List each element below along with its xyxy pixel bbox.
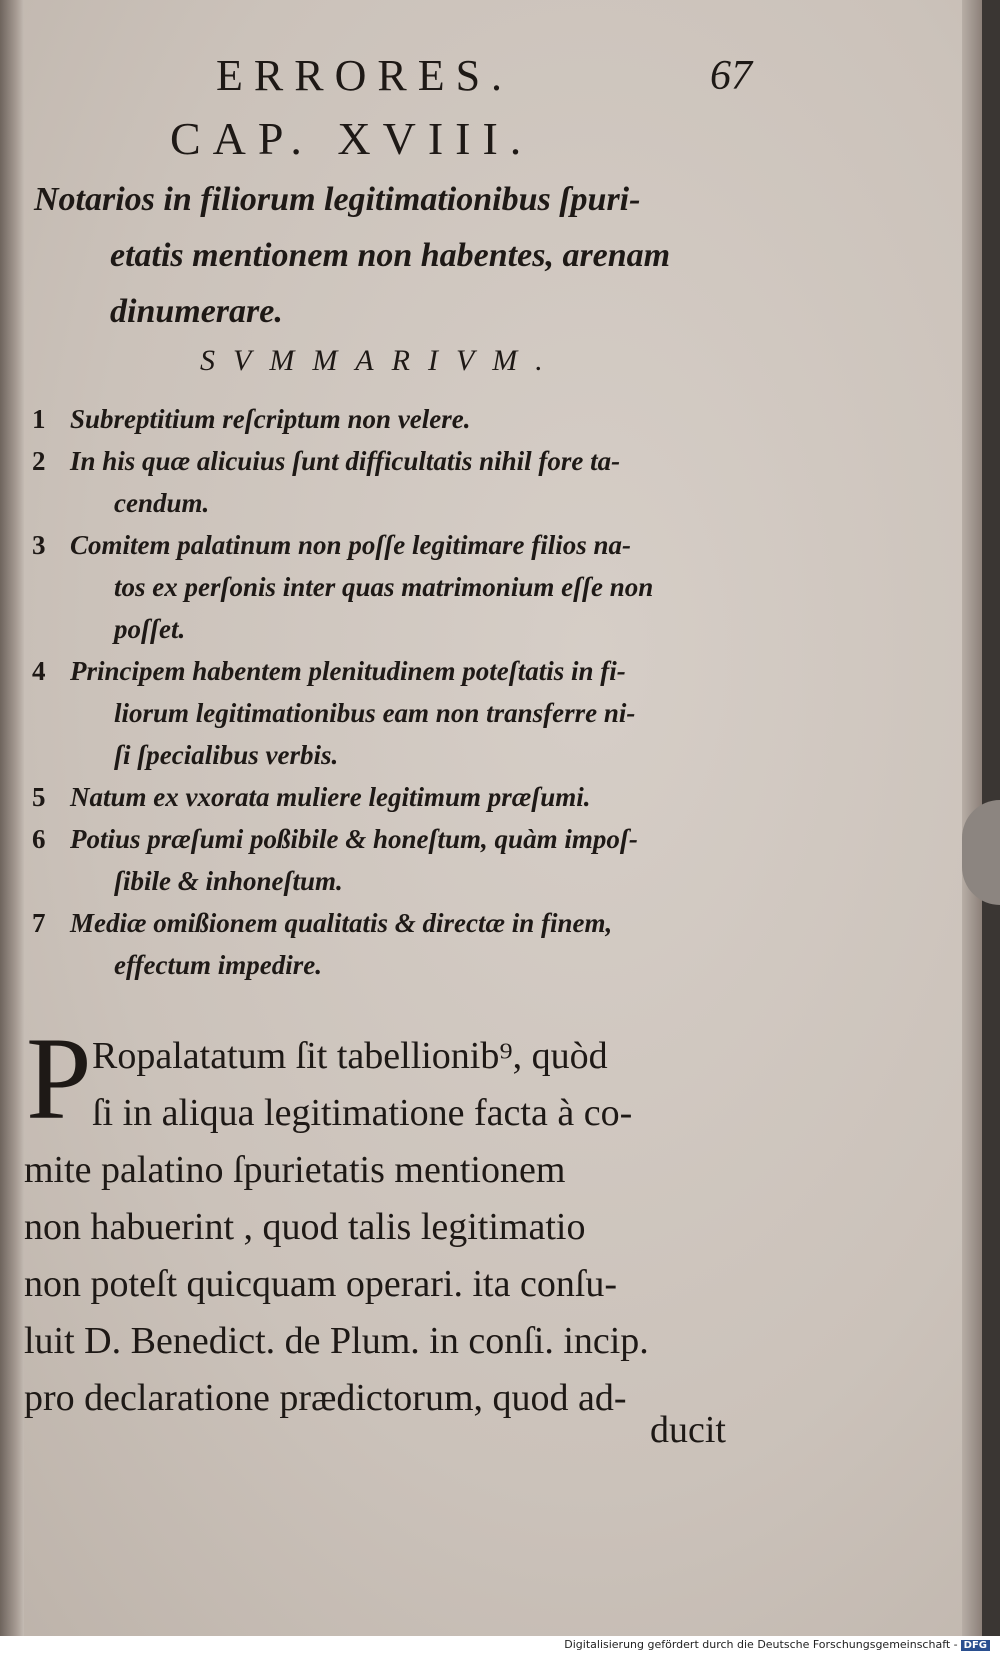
summary-item-line: Potius præſumi poßibile & honeſtum, quàm impoſ-: [70, 824, 638, 854]
summarium-heading: SVMMARIVM.: [200, 344, 561, 377]
summary-item: [28, 398, 768, 440]
running-head: ERRORES.: [216, 51, 514, 100]
catchword: ducit: [650, 1409, 726, 1451]
summary-item-number: 1: [32, 404, 46, 434]
summary-item-number: 2: [32, 446, 46, 476]
summary-item-number: 7: [32, 908, 46, 938]
summary-item-line: liorum legitimationibus eam non transferre ni-: [114, 698, 636, 728]
summary-item: [28, 440, 768, 524]
summary-item-number: 6: [32, 824, 46, 854]
chapter-title: [34, 172, 754, 340]
summary-item-line: poſſet.: [114, 614, 186, 644]
summary-item-line: In his quæ alicuius ſunt difficultatis nihil fore ta-: [70, 446, 621, 476]
summary-item-line: Mediæ omißionem qualitatis & directæ in finem,: [70, 908, 613, 938]
summary-list: [28, 398, 768, 986]
summary-item: [28, 818, 768, 902]
drop-cap: P: [26, 1013, 92, 1144]
body-line: Ropalatatum ſit tabellionib⁹, quòd: [92, 1035, 608, 1077]
dfg-logo-icon: DFG: [961, 1640, 990, 1651]
summary-item: [28, 650, 768, 776]
summary-item-line: Subreptitium reſcriptum non velere.: [70, 404, 471, 434]
body-line: pro declaratione prædictorum, quod ad-: [24, 1377, 627, 1419]
body-paragraph: [24, 1028, 748, 1427]
summary-item-line: Comitem palatinum non poſſe legitimare filios na-: [70, 530, 632, 560]
summary-item-number: 4: [32, 656, 46, 686]
footer-bar: [0, 1636, 1000, 1656]
body-line: mite palatino ſpurietatis mentionem: [24, 1149, 566, 1191]
page-number: 67: [710, 53, 752, 99]
title-line: Notarios in filiorum legitimationibus ſpuri-: [34, 181, 641, 218]
book-spine-shadow: [0, 0, 24, 1636]
summary-item-number: 5: [32, 782, 46, 812]
summary-item-number: 3: [32, 530, 46, 560]
credit-text: Digitalisierung gefördert durch die Deutsche Forschungsgemeinschaft -: [564, 1638, 958, 1651]
body-line: non habuerint , quod talis legitimatio: [24, 1206, 586, 1248]
summary-item-line: tos ex perſonis inter quas matrimonium eſſe non: [114, 572, 654, 602]
title-line: dinumerare.: [110, 293, 283, 330]
summary-item-line: cendum.: [114, 488, 210, 518]
summary-item-line: ſi ſpecialibus verbis.: [114, 740, 339, 770]
summary-item-line: ſibile & inhoneſtum.: [114, 866, 343, 896]
summary-item: [28, 776, 768, 818]
title-line: etatis mentionem non habentes, arenam: [110, 237, 671, 274]
digitization-credit: [564, 1638, 990, 1651]
summary-item-line: effectum impedire.: [114, 950, 322, 980]
body-line: ſi in aliqua legitimatione facta à co-: [92, 1092, 633, 1134]
summary-item: [28, 902, 768, 986]
chapter-heading: CAP. XVIII.: [170, 113, 534, 164]
summary-item-line: Principem habentem plenitudinem poteſtatis in fi-: [70, 656, 626, 686]
summary-item: [28, 524, 768, 650]
body-line: luit D. Benedict. de Plum. in conſi. incip.: [24, 1320, 649, 1362]
body-line: non poteſt quicquam operari. ita conſu-: [24, 1263, 618, 1305]
summary-item-line: Natum ex vxorata muliere legitimum præſumi.: [70, 782, 591, 812]
